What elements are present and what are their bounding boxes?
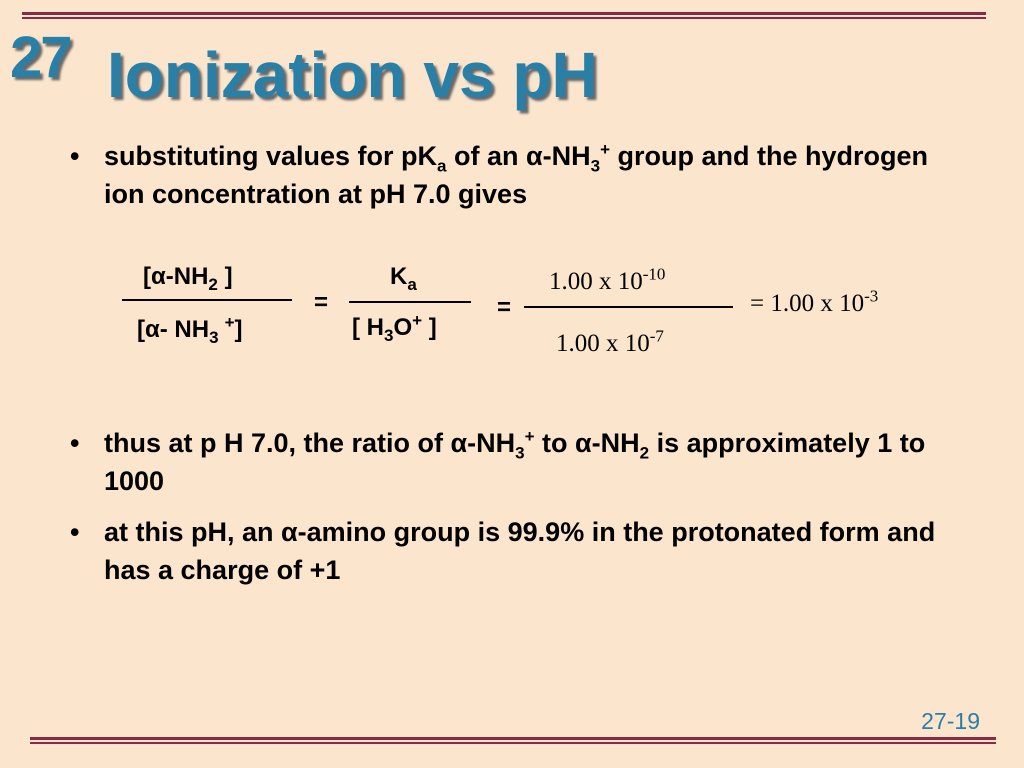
bullet-2-text: thus at p H 7.0, the ratio of $\alpha-NH_3^+$ to $\alpha-NH_2$ is approximately 1 to 1000 bbox=[104, 427, 926, 496]
frac3-denominator: 1.00 x $10^{-7}$ bbox=[556, 326, 664, 357]
alpha-symbol: α bbox=[526, 141, 543, 171]
bottom-rule bbox=[30, 737, 996, 744]
bullet-marker: • bbox=[70, 428, 80, 458]
page-number: 27-19 bbox=[921, 708, 980, 734]
fraction-bar-3 bbox=[524, 306, 733, 308]
equals-sign-2: = bbox=[497, 294, 512, 321]
equals-sign-1: = bbox=[314, 289, 329, 316]
alpha-symbol: α bbox=[281, 517, 298, 547]
alpha-symbol: α bbox=[575, 428, 592, 458]
frac3-numerator: 1.00 x $10^{-10}$ bbox=[549, 264, 666, 295]
bullet-marker: • bbox=[70, 517, 80, 547]
slide-title: Ionization vs pH bbox=[107, 39, 598, 111]
equation-result: = 1.00 x $10^{-3}$ bbox=[750, 286, 879, 317]
frac1-denominator: [α- $NH_3^+$] bbox=[137, 313, 243, 347]
frac1-numerator: [$\alpha-NH_2$ ] bbox=[143, 263, 233, 294]
top-rule bbox=[22, 12, 986, 19]
bullet-3-text: at this pH, an α-amino group is 99.9% in the protonated form and has a charge of +1 bbox=[104, 517, 936, 585]
bullet-1 bbox=[70, 137, 950, 213]
frac2-denominator: [ $H_3O^+$ ] bbox=[352, 311, 437, 345]
bullet-3 bbox=[70, 513, 950, 589]
alpha-symbol: α bbox=[450, 428, 468, 458]
fraction-bar-1 bbox=[122, 299, 292, 301]
bullet-2 bbox=[70, 424, 950, 500]
frac2-numerator: $K_a$ bbox=[390, 263, 417, 294]
bullet-1-text: substituting values for $pK_a$ of an $\alpha-NH_3^+$ group and the hydrogen ion concentration at pH 7.0 gives bbox=[104, 140, 929, 209]
bullet-marker: • bbox=[70, 141, 80, 171]
fraction-bar-2 bbox=[349, 301, 471, 303]
chapter-number: 27 bbox=[10, 25, 71, 90]
